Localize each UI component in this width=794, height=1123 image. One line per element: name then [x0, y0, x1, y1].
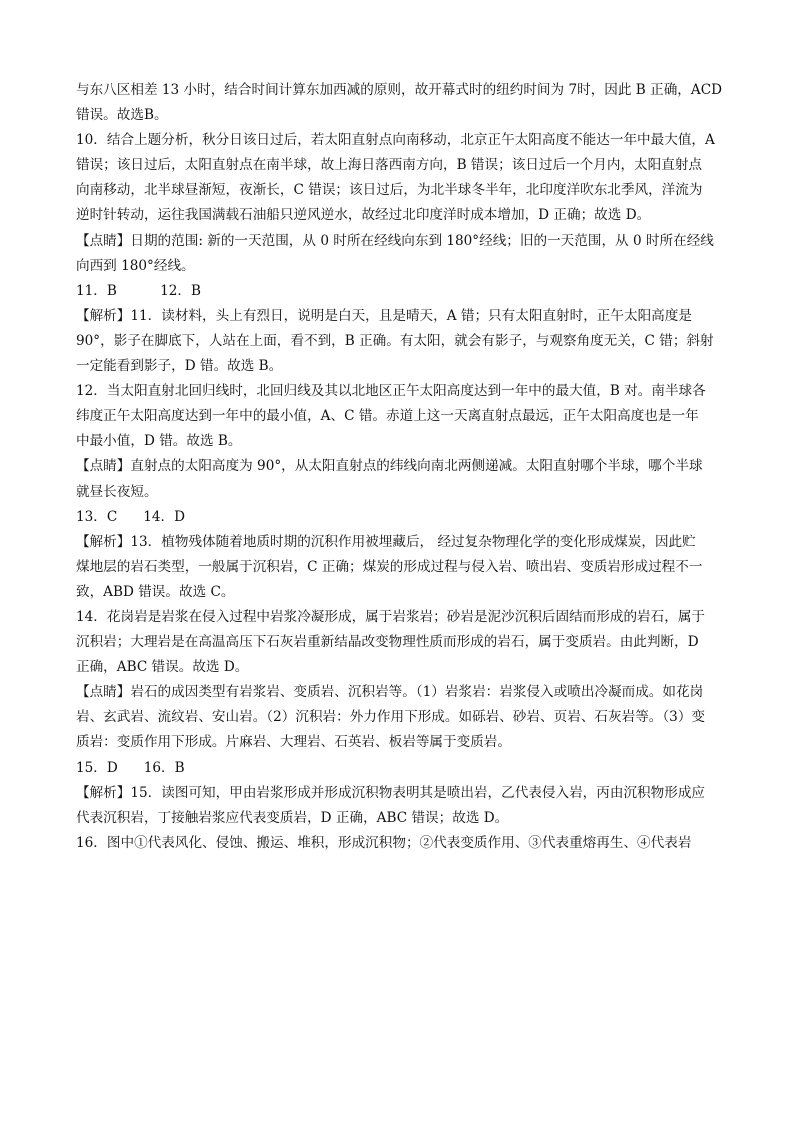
text-line: 90°，影子在脚底下，人站在上面，看不到，B 正确。有太阳，就会有影子，与观察角度无关，C 错；斜射	[76, 332, 714, 349]
text-line: 逆时针转动，运往我国满载石油船只逆风逆水，故经过北印度洋时成本增加，D 正确；故选 D。	[76, 207, 651, 224]
text-line: 错误；该日过后，太阳直射点在南半球，故上海日落西南方向，B 错误；该日过后一个月内，太阳直射点	[76, 157, 703, 174]
text-line: 【解析】15．读图可知，甲由岩浆形成并形成沉积物表明其是喷出岩，乙代表侵入岩，丙由沉积物形成应	[76, 784, 706, 801]
text-line: 代表沉积岩，丁接触岩浆应代表变质岩，D 正确，ABC 错误；故选 D。	[76, 809, 509, 826]
text-line: 与东八区相差 13 小时，结合时间计算东加西减的原则，故开幕式时的纽约时间为 7时，因此 B 正确，ACD	[76, 82, 722, 98]
text-line: 就昼长夜短。	[76, 483, 158, 500]
text-line: 10．结合上题分析，秋分日该日过后，若太阳直射点向南移动，北京正午太阳高度不能达一年中最大值，A	[76, 132, 715, 149]
document-page	[76, 78, 736, 856]
text-line: 煤地层的岩石类型，一般属于沉积岩，C 正确；煤炭的形成过程与侵入岩、喷出岩、变质岩形成过程不一	[76, 558, 703, 575]
text-line: 错误。故选B。	[76, 107, 168, 124]
text-line: 向南移动，北半球昼渐短，夜渐长，C 错误；该日过后，为北半球冬半年，北印度洋吹东北季风，洋流为	[76, 182, 703, 199]
text-line: 【点睛】日期的范围: 新的一天范围，从 0 时所在经线向东到 180°经线；旧的一天范围，从 0 时所在经线	[76, 232, 714, 249]
text-line: 一定能看到影子，D 错。故选 B。	[76, 358, 283, 375]
text-line: 【解析】13．植物残体随着地质时期的沉积作用被埋藏后， 经过复杂物理化学的变化形成煤炭，因此贮	[76, 533, 696, 550]
text-line: 向西到 180°经线。	[76, 257, 195, 274]
text-line: 岩、玄武岩、流纹岩、安山岩。（2）沉积岩：外力作用下形成。如砾岩、砂岩、页岩、石灰岩等。（3）变	[76, 709, 706, 726]
answer-line: 11．B 12．B	[76, 282, 201, 299]
text-line: 12．当太阳直射北回归线时，北回归线及其以北地区正午太阳高度达到一年中的最大值，B 对。南半球各	[76, 383, 706, 400]
text-line: 沉积岩；大理岩是在高温高压下石灰岩重新结晶改变物理性质而形成的岩石，属于变质岩。由此判断，D	[76, 634, 699, 651]
text-line: 致，ABD 错误。故选 C。	[76, 583, 235, 600]
text-line: 正确，ABC 错误。故选 D。	[76, 659, 249, 676]
text-line: 【点睛】岩石的成因类型有岩浆岩、变质岩、沉积岩等。（1）岩浆岩：岩浆侵入或喷出冷凝而成。如花岗	[76, 684, 704, 701]
text-line: 质岩：变质作用下形成。片麻岩、大理岩、石英岩、板岩等属于变质岩。	[76, 734, 511, 751]
text-line: 16．图中①代表风化、侵蚀、搬运、堆积，形成沉积物；②代表变质作用、③代表重熔再生、④代表岩	[76, 834, 692, 851]
text-line: 【点睛】直射点的太阳高度为 90°，从太阳直射点的纬线向南北两侧递减。太阳直射哪个半球，哪个半球	[76, 458, 703, 475]
text-line: 14．花岗岩是岩浆在侵入过程中岩浆冷凝形成，属于岩浆岩；砂岩是泥沙沉积后固结而形成的岩石，属于	[76, 608, 706, 625]
answer-line: 15．D 16．B	[76, 759, 185, 776]
text-line: 【解析】11．读材料，头上有烈日，说明是白天，且是晴天，A 错；只有太阳直射时，正午太阳高度是	[76, 307, 692, 324]
answer-line: 13．C 14．D	[76, 508, 186, 525]
text-line: 纬度正午太阳高度达到一年中的最小值，A、C 错。赤道上这一天离直射点最远，正午太阳高度也是一年	[76, 408, 699, 425]
text-line: 中最小值，D 错。故选 B。	[76, 433, 242, 450]
